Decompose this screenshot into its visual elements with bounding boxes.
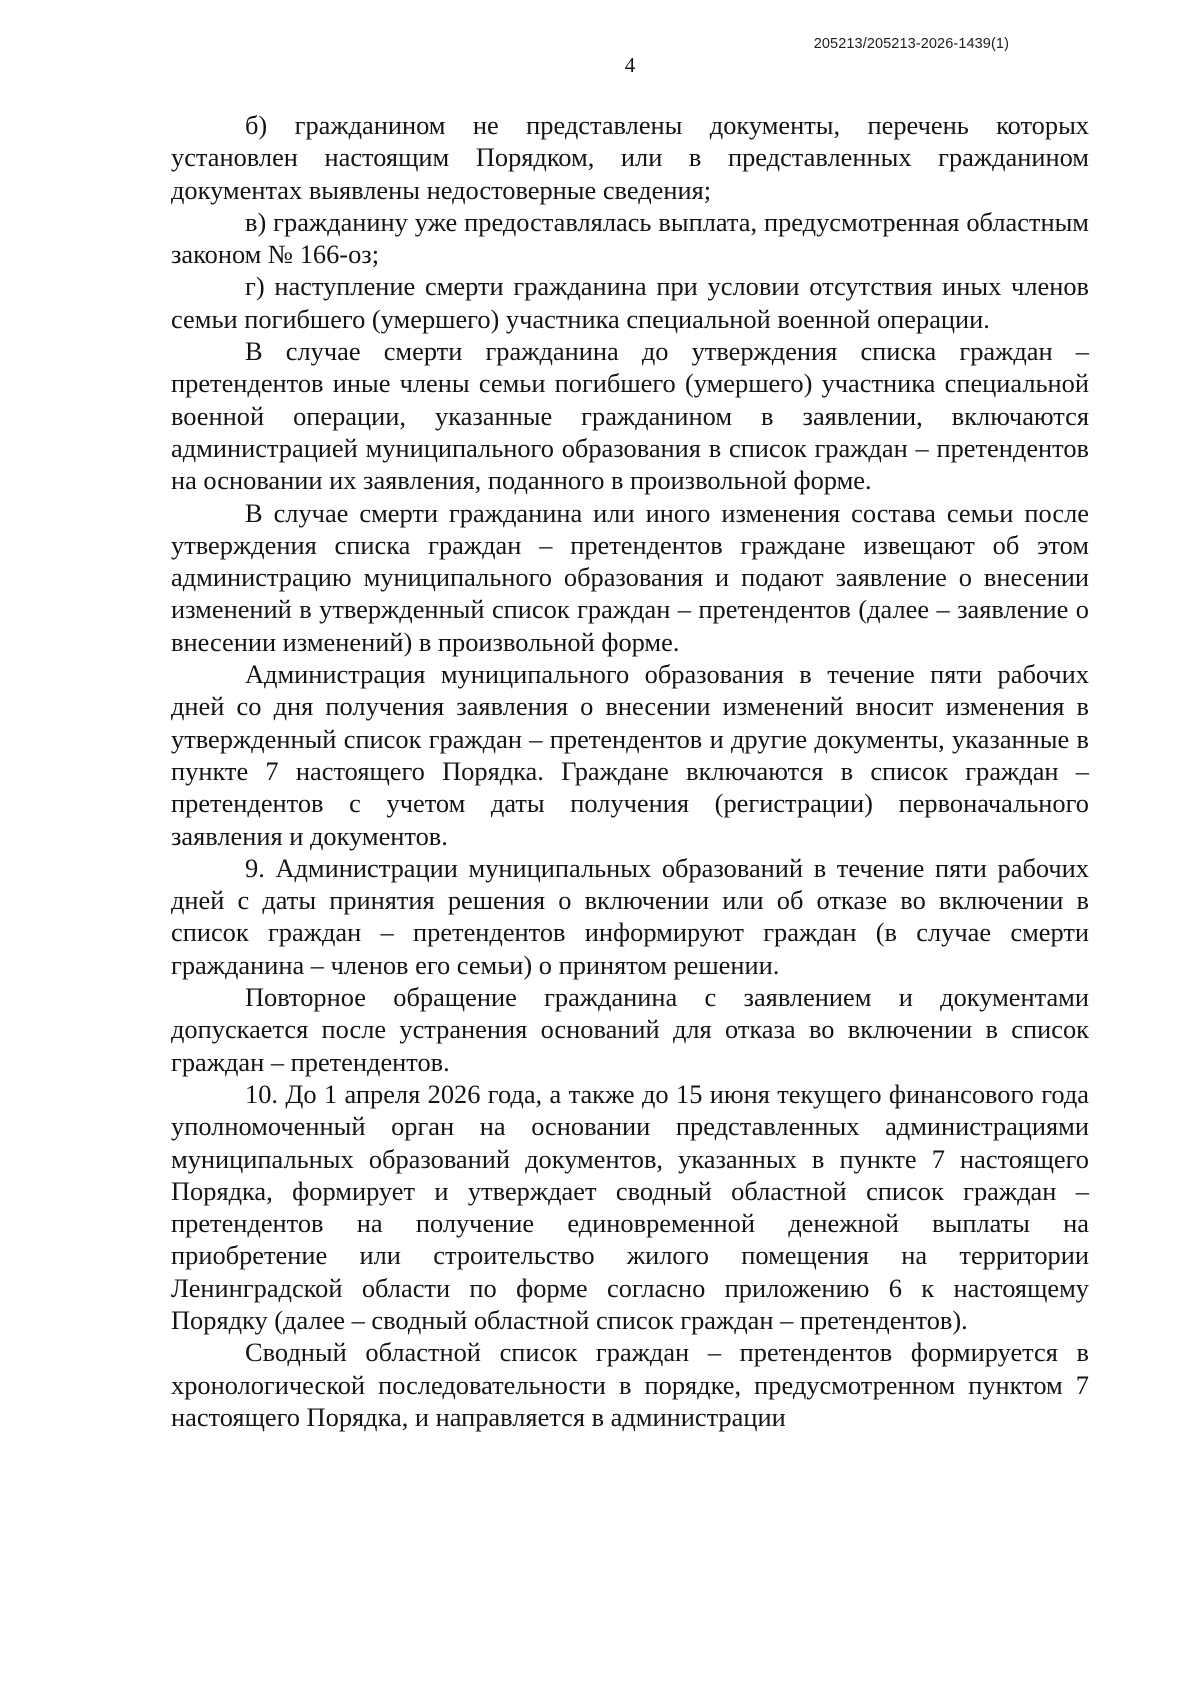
paragraph-administration-changes: Администрация муниципального образования в течение пяти рабочих дней со дня получения заявления о внесении изменений вносит изменения в утвержденный список граждан – претендентов и другие документы, указанные в пункте 7 настоящего Порядка. Граждане включаются в список граждан – претендентов с учетом даты получения (регистрации) первоначального заявления и документов. [171,659,1089,851]
page-number: 4 [624,53,636,77]
paragraph-item-g: г) наступление смерти гражданина при условии отсутствия иных членов семьи погибшего (умершего) участника специальной военной операции. [171,271,1089,334]
document-registration-number: 205213/205213-2026-1439(1) [813,36,1009,52]
document-body [171,109,1089,1433]
paragraph-item-v: в) гражданину уже предоставлялась выплата, предусмотренная областным законом № 166-оз; [171,206,1089,270]
paragraph-item-b: б) гражданином не представлены документы, перечень которых установлен настоящим Порядком, или в представленных гражданином документах выявлены недостоверные сведения; [171,110,1089,205]
paragraph-death-before-approval: В случае смерти гражданина до утверждения списка граждан – претендентов иные члены семьи погибшего (умершего) участника специальной военной операции, указанные гражданином в заявлении, включаются администрацией муниципального образования в список граждан – претендентов на основании их заявления, поданного в произвольной форме. [171,336,1089,496]
paragraph-repeat-application: Повторное обращение гражданина с заявлением и документами допускается после устранения оснований для отказа во включении в список граждан – претендентов. [171,982,1089,1077]
paragraph-death-after-approval: В случае смерти гражданина или иного изменения состава семьи после утверждения списка граждан – претендентов граждане извещают об этом администрацию муниципального образования и подают заявление о внесении изменений в утвержденный список граждан – претендентов (далее – заявление о внесении изменений) в произвольной форме. [171,497,1089,657]
paragraph-clause-9: 9. Администрации муниципальных образований в течение пяти рабочих дней с даты принятия решения о включении или об отказе во включении в список граждан – претендентов информируют граждан (в случае смерти гражданина – членов его семьи) о принятом решении. [171,852,1089,980]
paragraph-consolidated-list: Сводный областной список граждан – претендентов формируется в хронологической последовательности в порядке, предусмотренном пунктом 7 настоящего Порядка, и направляется в администрации [171,1337,1089,1432]
paragraph-clause-10: 10. До 1 апреля 2026 года, а также до 15 июня текущего финансового года уполномоченный орган на основании представленных администрациями муниципальных образований документов, указанных в пункте 7 настоящего Порядка, формирует и утверждает сводный областной список граждан – претендентов на получение единовременной денежной выплаты на приобретение или строительство жилого помещения на территории Ленинградской области по форме согласно приложению 6 к настоящему Порядку (далее – сводный областной список граждан – претендентов). [171,1078,1089,1335]
